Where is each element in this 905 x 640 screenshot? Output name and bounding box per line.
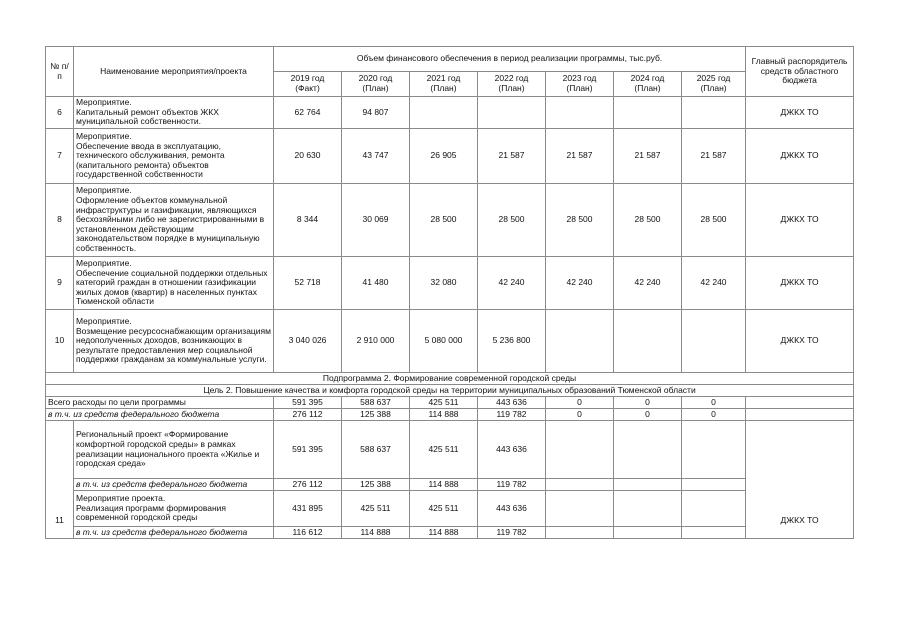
row-distributor: ДЖКХ ТО	[746, 421, 854, 539]
row-num: 7	[46, 129, 74, 184]
row-value: 588 637	[342, 421, 410, 479]
table-row	[46, 184, 854, 257]
row-value	[682, 491, 746, 527]
header-year: 2022 год (План)	[478, 72, 546, 97]
total-fed-row	[46, 409, 854, 421]
row-name: Мероприятие. Обеспечение социальной поддержки отдельных категорий граждан в отношении газификации жилых домов (квартир) в населенных пунктах Тюменской области	[74, 257, 274, 310]
row-value: 425 511	[410, 421, 478, 479]
table-row	[46, 97, 854, 129]
row-distributor: ДЖКХ ТО	[746, 184, 854, 257]
row-fed-label: в т.ч. из средств федерального бюджета	[74, 527, 274, 539]
table-row	[46, 421, 854, 479]
row-value	[614, 421, 682, 479]
row-value	[546, 310, 614, 373]
goal-title: Цель 2. Повышение качества и комфорта городской среды на территории муниципальных образований Тюменской области	[46, 385, 854, 397]
row-value: 21 587	[546, 129, 614, 184]
table-row	[46, 310, 854, 373]
row-value: 119 782	[478, 527, 546, 539]
row-value	[546, 421, 614, 479]
total-value: 0	[546, 397, 614, 409]
row-value: 443 636	[478, 491, 546, 527]
row-value: 431 895	[274, 491, 342, 527]
total-value: 588 637	[342, 397, 410, 409]
row-fed-label: в т.ч. из средств федерального бюджета	[74, 479, 274, 491]
row-value	[682, 97, 746, 129]
table-row	[46, 479, 854, 491]
row-value: 26 905	[410, 129, 478, 184]
row-value: 62 764	[274, 97, 342, 129]
table-row	[46, 527, 854, 539]
total-fed-value: 0	[546, 409, 614, 421]
row-value: 42 240	[478, 257, 546, 310]
row-value	[546, 479, 614, 491]
row-value	[546, 527, 614, 539]
row-value: 21 587	[478, 129, 546, 184]
row-name: Мероприятие. Обеспечение ввода в эксплуатацию, технического обслуживания, ремонта (капитального ремонта) объектов государственной собственности	[74, 129, 274, 184]
row-value: 52 718	[274, 257, 342, 310]
row-value: 425 511	[342, 491, 410, 527]
row-value: 21 587	[682, 129, 746, 184]
row-value	[614, 479, 682, 491]
table-row	[46, 257, 854, 310]
total-fed-value: 0	[614, 409, 682, 421]
total-row	[46, 397, 854, 409]
total-value: 443 636	[478, 397, 546, 409]
row-value: 43 747	[342, 129, 410, 184]
row-value: 591 395	[274, 421, 342, 479]
row-value	[682, 421, 746, 479]
row-value: 5 080 000	[410, 310, 478, 373]
total-fed-value: 125 388	[342, 409, 410, 421]
row-distributor: ДЖКХ ТО	[746, 257, 854, 310]
row-name: Мероприятие проекта. Реализация программ формирования современной городской среды	[74, 491, 274, 527]
total-fed-value: 0	[682, 409, 746, 421]
budget-table	[45, 46, 854, 539]
row-value: 28 500	[546, 184, 614, 257]
row-value: 30 069	[342, 184, 410, 257]
total-fed-value: 276 112	[274, 409, 342, 421]
row-value: 425 511	[410, 491, 478, 527]
total-fed-value: 114 888	[410, 409, 478, 421]
header-year: 2025 год (План)	[682, 72, 746, 97]
row-value	[410, 97, 478, 129]
row-distributor: ДЖКХ ТО	[746, 310, 854, 373]
row-value	[614, 491, 682, 527]
row-name: Мероприятие. Оформление объектов коммунальной инфраструктуры и газификации, являющихся бесхозяйными либо не зарегистрированными в установленном действующим законодательством порядке в муниципальную собственность.	[74, 184, 274, 257]
row-value: 114 888	[410, 479, 478, 491]
row-distributor: ДЖКХ ТО	[746, 97, 854, 129]
header-year: 2020 год (План)	[342, 72, 410, 97]
row-num: 8	[46, 184, 74, 257]
row-value: 125 388	[342, 479, 410, 491]
row-distributor: ДЖКХ ТО	[746, 129, 854, 184]
total-fed-label: в т.ч. из средств федерального бюджета	[46, 409, 274, 421]
row-value	[546, 491, 614, 527]
row-value: 94 807	[342, 97, 410, 129]
row-name: Мероприятие. Капитальный ремонт объектов ЖКХ муниципальной собственности.	[74, 97, 274, 129]
row-value	[614, 310, 682, 373]
row-value	[546, 97, 614, 129]
row-value: 42 240	[546, 257, 614, 310]
total-value: 425 511	[410, 397, 478, 409]
row-value	[682, 479, 746, 491]
row-value: 41 480	[342, 257, 410, 310]
total-label: Всего расходы по цели программы	[46, 397, 274, 409]
row-value: 28 500	[478, 184, 546, 257]
row-value: 443 636	[478, 421, 546, 479]
row-value: 32 080	[410, 257, 478, 310]
row-value	[682, 310, 746, 373]
row-value: 28 500	[410, 184, 478, 257]
row-value: 5 236 800	[478, 310, 546, 373]
row-value: 42 240	[682, 257, 746, 310]
row-value: 21 587	[614, 129, 682, 184]
total-fed-value: 119 782	[478, 409, 546, 421]
header-year: 2019 год (Факт)	[274, 72, 342, 97]
row-value: 3 040 026	[274, 310, 342, 373]
empty-cell	[746, 397, 854, 409]
empty-cell	[746, 409, 854, 421]
header-name: Наименование мероприятия/проекта	[74, 47, 274, 97]
row-value: 276 112	[274, 479, 342, 491]
total-value: 0	[682, 397, 746, 409]
row-name: Мероприятие. Возмещение ресурсоснабжающим организациям недополученных доходов, возникающих в результате предоставления мер социальной поддержки гражданам за коммунальные услуги.	[74, 310, 274, 373]
row-value: 28 500	[682, 184, 746, 257]
total-value: 0	[614, 397, 682, 409]
row-value: 114 888	[410, 527, 478, 539]
row-value: 114 888	[342, 527, 410, 539]
total-value: 591 395	[274, 397, 342, 409]
row-num: 9	[46, 257, 74, 310]
row-value: 2 910 000	[342, 310, 410, 373]
row-num: 6	[46, 97, 74, 129]
header-year: 2023 год (План)	[546, 72, 614, 97]
row-value	[614, 527, 682, 539]
row-value: 42 240	[614, 257, 682, 310]
row-value: 8 344	[274, 184, 342, 257]
row-value: 28 500	[614, 184, 682, 257]
row-value: 116 612	[274, 527, 342, 539]
row-value: 119 782	[478, 479, 546, 491]
header-year: 2024 год (План)	[614, 72, 682, 97]
header-num: № п/п	[46, 47, 74, 97]
row-value	[614, 97, 682, 129]
row-name: Региональный проект «Формирование комфортной городской среды» в рамках реализации национального проекта «Жилье и городская среда»	[74, 421, 274, 479]
row-num: 10	[46, 310, 74, 373]
table-row	[46, 129, 854, 184]
row-value: 20 630	[274, 129, 342, 184]
header-volume: Объем финансового обеспечения в период реализации программы, тыс.руб.	[274, 47, 746, 72]
row-value	[682, 527, 746, 539]
subprogram-title: Подпрограмма 2. Формирование современной городской среды	[46, 373, 854, 385]
header-distributor: Главный распорядитель средств областного бюджета	[746, 47, 854, 97]
row-value	[478, 97, 546, 129]
table-row	[46, 491, 854, 527]
header-year: 2021 год (План)	[410, 72, 478, 97]
row-num: 11	[46, 421, 74, 539]
